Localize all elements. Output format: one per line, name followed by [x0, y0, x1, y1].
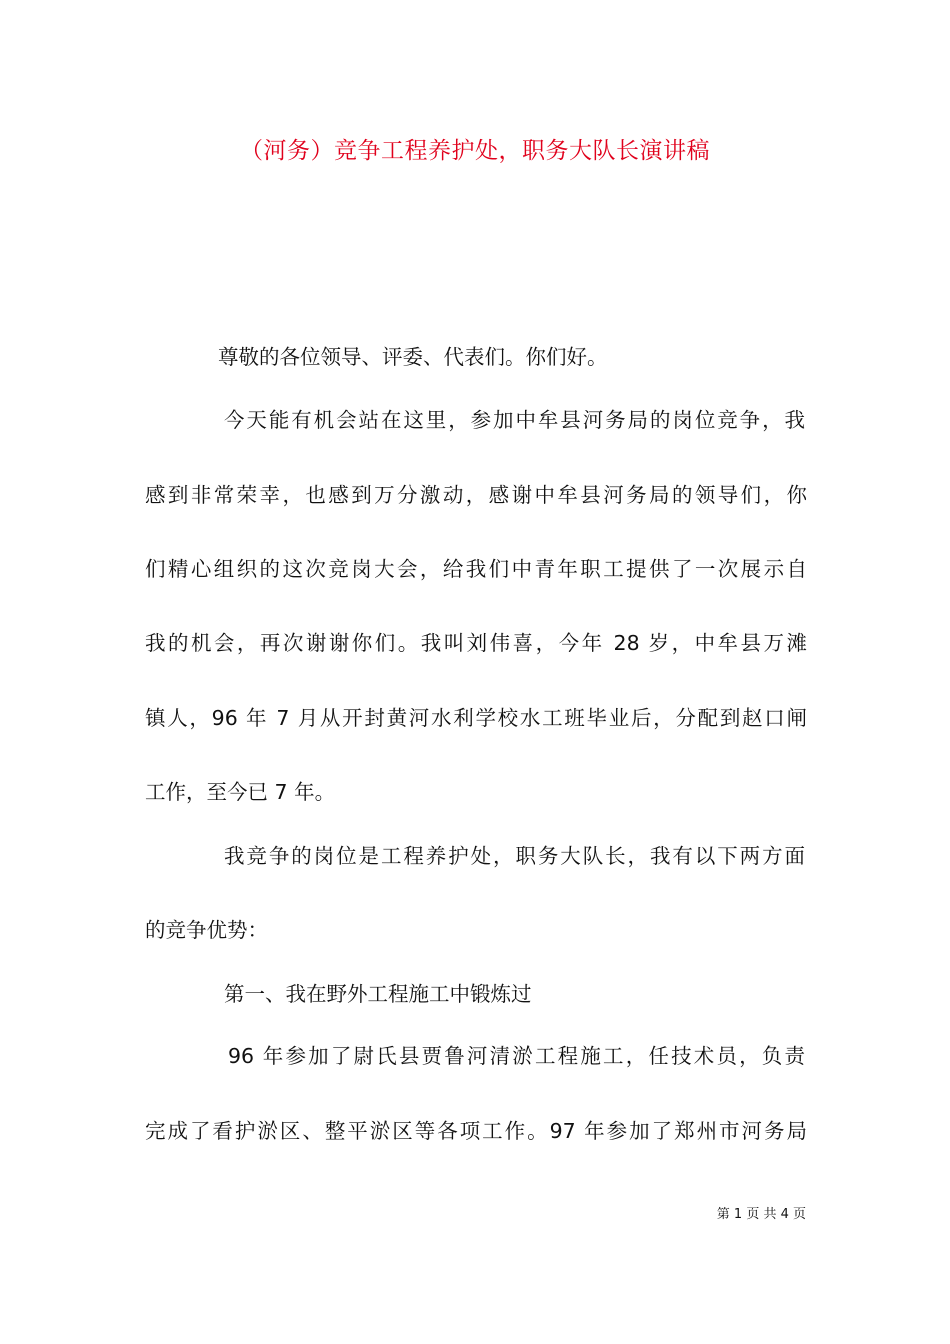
- paragraph-line: 的竞争优势：: [145, 918, 268, 942]
- paragraph-line: 们精心组织的这次竞岗大会，给我们中青年职工提供了一次展示自: [145, 557, 807, 581]
- paragraph-line: 完成了看护淤区、整平淤区等各项工作。97 年参加了郑州市河务局: [145, 1119, 807, 1143]
- paragraph-line: 我的机会，再次谢谢你们。我叫刘伟喜，今年 28 岁，中牟县万滩: [145, 631, 807, 655]
- section-heading: 第一、我在野外工程施工中锻炼过: [224, 982, 532, 1006]
- document-title: （河务）竞争工程养护处，职务大队长演讲稿: [240, 138, 710, 164]
- paragraph-line: 镇人，96 年 7 月从开封黄河水利学校水工班毕业后，分配到赵口闸: [145, 706, 807, 730]
- paragraph-line: 我竞争的岗位是工程养护处，职务大队长，我有以下两方面: [224, 844, 805, 868]
- paragraph-line: 感到非常荣幸，也感到万分激动，感谢中牟县河务局的领导们，你: [145, 483, 807, 507]
- page-number-footer: 第 1 页 共 4 页: [716, 1207, 806, 1222]
- paragraph-line: 今天能有机会站在这里，参加中牟县河务局的岗位竞争，我: [224, 408, 805, 432]
- paragraph-line: 工作，至今已 7 年。: [145, 780, 336, 804]
- paragraph-line: 尊敬的各位领导、评委、代表们。你们好。: [218, 345, 608, 369]
- paragraph-line: 96 年参加了尉氏县贾鲁河清淤工程施工，任技术员，负责: [228, 1044, 805, 1068]
